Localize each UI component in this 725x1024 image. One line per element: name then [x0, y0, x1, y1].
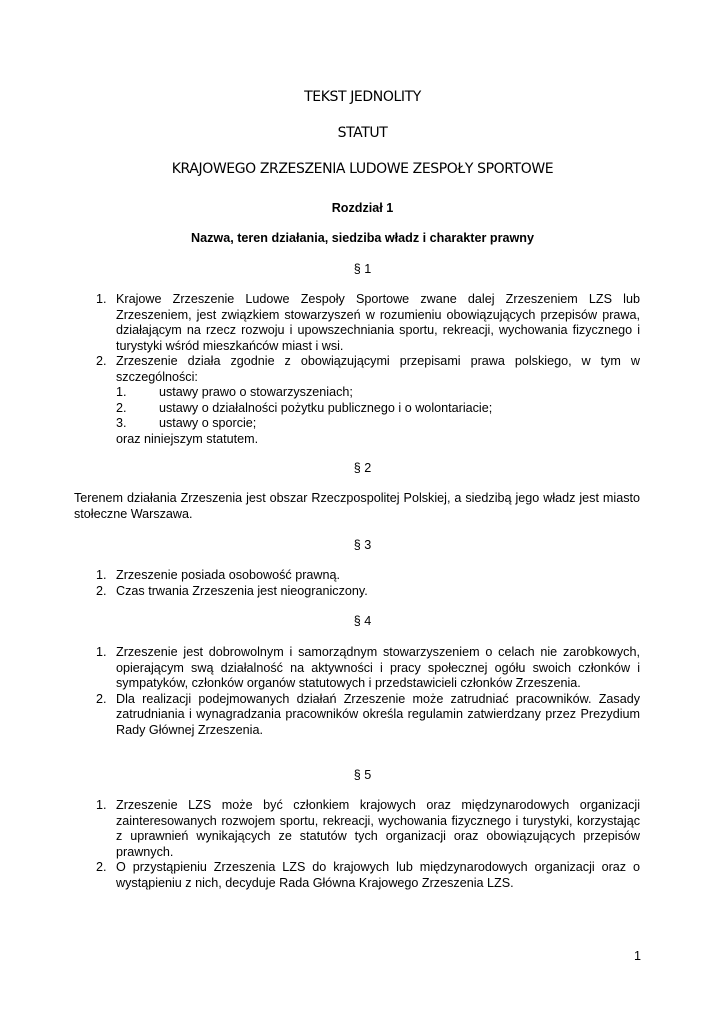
- list-item: [74, 860, 640, 891]
- item-text: Zrzeszenie jest dobrowolnym i samorządnym stowarzyszeniem o celach nie zarobkowych, opierającym swą działalność na aktywności i pracy społecznej ogółu swoich członków i sympatyków, członków organów statutowych i przedstawicieli członków Zrzeszenia.: [116, 645, 640, 690]
- item-number: 1.: [96, 292, 107, 306]
- chapter-subtitle: Nazwa, teren działania, siedziba władz i charakter prawny: [191, 231, 534, 245]
- list-item: [74, 692, 640, 739]
- sub-item-text: ustawy o działalności pożytku publicznego i o wolontariacie;: [159, 400, 493, 415]
- section-2-text: Terenem działania Zrzeszenia jest obszar Rzeczpospolitej Polskiej, a siedzibą jego władz jest miasto stołeczne Warszawa.: [74, 491, 640, 521]
- item-number: 2.: [96, 354, 107, 368]
- item-text: Krajowe Zrzeszenie Ludowe Zespoły Sportowe zwane dalej Zrzeszeniem LZS lub Zrzeszeniem, jest związkiem stowarzyszeń w rozumieniu obowiązujących przepisów prawa, działającym na rzecz rozwoju i upowszechniania sportu, rekreacji, wychowania fizycznego i turystyki wśród mieszkańców miast i wsi.: [116, 292, 640, 353]
- section-1-closing: oraz niniejszym statutem.: [116, 431, 259, 446]
- sub-list-item: [116, 401, 640, 417]
- section-5-list: [74, 798, 640, 891]
- list-item: [74, 568, 640, 584]
- section-4-list: [74, 645, 640, 738]
- list-item: [74, 292, 640, 354]
- section-mark-5: § 5: [353, 768, 372, 782]
- document-type-heading: TEKST JEDNOLITY: [304, 89, 421, 105]
- item-number: 1.: [96, 798, 107, 812]
- sub-item-text: ustawy o sporcie;: [159, 416, 257, 430]
- section-mark-1: § 1: [353, 262, 372, 276]
- document-title: STATUT: [337, 125, 388, 141]
- item-text: Zrzeszenie działa zgodnie z obowiązującymi przepisami prawa polskiego, w tym w szczególności:: [116, 354, 640, 384]
- sub-list-item: [116, 416, 640, 432]
- item-text: Czas trwania Zrzeszenia jest nieograniczony.: [116, 583, 368, 598]
- item-number: 1.: [96, 568, 107, 582]
- sub-list: [116, 385, 640, 432]
- sub-item-number: 3.: [116, 416, 127, 430]
- chapter-title: Rozdział 1: [331, 201, 394, 215]
- item-text: Zrzeszenie LZS może być członkiem krajowych oraz międzynarodowych organizacji zainteresowanych rozwojem sportu, rekreacji, wychowania fizycznego i turystyki, korzystając z uprawnień wynikających ze statutów tych organizacji oraz obowiązujących przepisów prawnych.: [116, 798, 640, 859]
- section-1-list: [74, 292, 640, 447]
- list-item: [74, 354, 640, 447]
- item-text: Zrzeszenie posiada osobowość prawną.: [116, 568, 341, 582]
- item-number: 2.: [96, 860, 107, 874]
- item-text: O przystąpieniu Zrzeszenia LZS do krajowych lub międzynarodowych organizacji oraz o wystąpieniu z nich, decyduje Rada Główna Krajowego Zrzeszenia LZS.: [116, 860, 640, 890]
- page-number: 1: [633, 949, 641, 963]
- item-number: 2.: [96, 691, 107, 706]
- sub-item-text: ustawy prawo o stowarzyszeniach;: [159, 385, 353, 399]
- sub-list-item: [116, 385, 640, 401]
- sub-item-number: 2.: [116, 400, 127, 415]
- section-mark-4: § 4: [353, 614, 372, 628]
- sub-item-number: 1.: [116, 385, 127, 399]
- item-number: 2.: [96, 583, 107, 598]
- list-item: [74, 584, 640, 600]
- item-text: Dla realizacji podejmowanych działań Zrzeszenie może zatrudniać pracowników. Zasady zatrudniania i wynagradzania pracowników określa regulamin zatwierdzany przez Prezydium Rady Głównej Zrzeszenia.: [116, 691, 640, 737]
- item-number: 1.: [96, 645, 107, 659]
- section-mark-3: § 3: [353, 538, 372, 552]
- list-item: [74, 645, 640, 692]
- section-mark-2: § 2: [353, 461, 372, 475]
- section-3-list: [74, 568, 640, 599]
- list-item: [74, 798, 640, 860]
- organization-title: KRAJOWEGO ZRZESZENIA LUDOWE ZESPOŁY SPORTOWE: [171, 161, 554, 177]
